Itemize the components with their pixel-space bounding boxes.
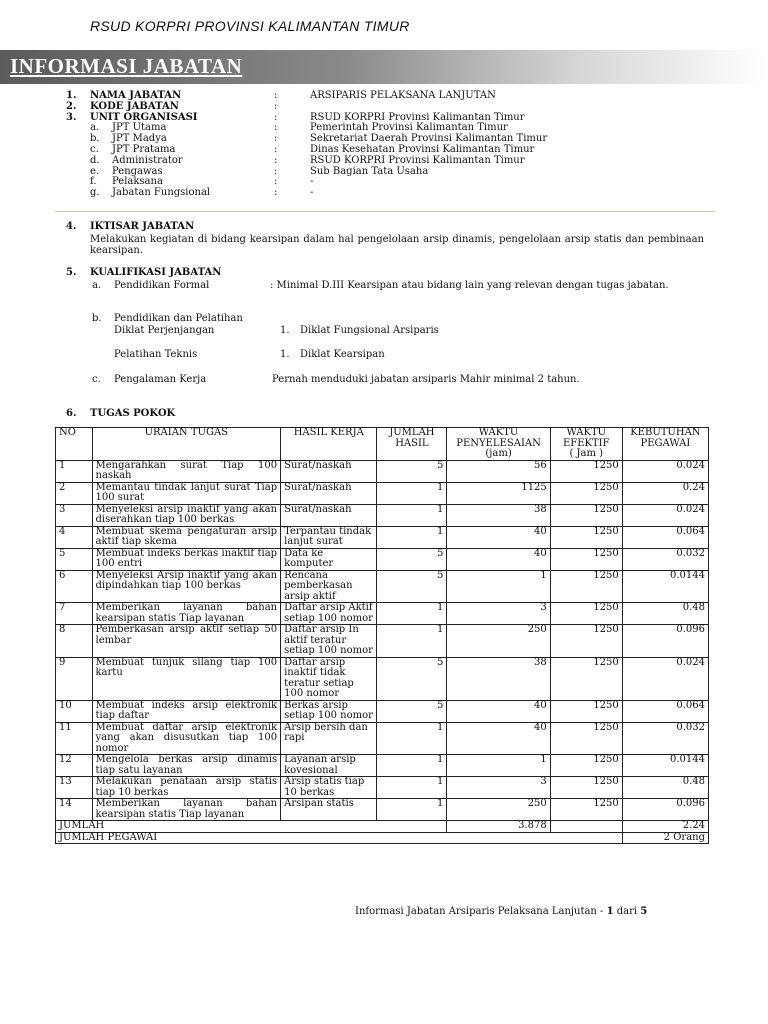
table-row xyxy=(56,603,709,625)
cell-efektif: 1250 xyxy=(550,777,622,799)
cell-efektif: 1250 xyxy=(550,722,622,755)
diklat-label: Pendidikan dan Pelatihan xyxy=(114,313,243,324)
cell-jumlah: 1 xyxy=(377,755,447,777)
iktisar-text: Melakukan kegiatan di bidang kearsipan dalam hal pengelolaan arsip dinamis, pengelolaan arsip statis dan pembinaan kearsipan. xyxy=(90,234,704,256)
kualifikasi-heading: KUALIFIKASI JABATAN xyxy=(90,267,222,278)
cell-kebutuhan: 0.0144 xyxy=(622,570,708,603)
colon: : xyxy=(274,111,278,123)
cell-hasil: Rencana pemberkasan arsip aktif xyxy=(281,570,377,603)
col-waktu xyxy=(447,428,550,461)
col-waktu-label: WAKTU PENYELESAIAN xyxy=(456,427,541,449)
item-number: 2. xyxy=(66,100,77,112)
cell-waktu: 1 xyxy=(447,755,550,777)
total-waktu: 3.878 xyxy=(447,821,550,833)
table-row xyxy=(56,657,709,700)
total-row xyxy=(56,821,709,833)
colon: : xyxy=(274,133,278,145)
colon: : xyxy=(274,100,278,112)
pengalaman-letter: c. xyxy=(92,374,101,385)
table-row xyxy=(56,570,709,603)
cell-jumlah: 5 xyxy=(377,570,447,603)
cell-waktu: 38 xyxy=(447,657,550,700)
cell-no: 2 xyxy=(56,482,93,504)
diklat-perjenjangan-label: Diklat Perjenjangan xyxy=(114,325,215,336)
kode-jabatan-label: KODE JABATAN xyxy=(90,100,179,112)
cell-efektif: 1250 xyxy=(550,799,622,821)
cell-efektif: 1250 xyxy=(550,603,622,625)
cell-kebutuhan: 0.032 xyxy=(622,722,708,755)
section-number: 5. xyxy=(66,267,77,278)
cell-waktu: 3 xyxy=(447,603,550,625)
sub-letter: g. xyxy=(90,187,100,199)
colon: : xyxy=(274,143,278,155)
cell-kebutuhan: 0.096 xyxy=(622,625,708,658)
pegawai-row xyxy=(56,832,709,844)
sub-label: Administrator xyxy=(112,154,183,166)
section-divider xyxy=(55,211,715,212)
diklat-perjenjangan-value: Diklat Fungsional Arsiparis xyxy=(300,325,439,336)
pelatihan-teknis-label: Pelatihan Teknis xyxy=(114,349,198,360)
item-number: 1. xyxy=(66,90,77,101)
cell-uraian: Memberikan layanan bahan kearsipan statis Tiap layanan xyxy=(92,603,281,625)
cell-uraian: Membuat skema pengaturan arsip aktif tiap skema xyxy=(92,526,281,548)
cell-uraian: Mengarahkan surat Tiap 100 naskah xyxy=(92,460,281,482)
cell-jumlah: 5 xyxy=(377,548,447,570)
footer-total: 5 xyxy=(640,906,648,917)
cell-jumlah: 1 xyxy=(377,625,447,658)
item-number: 3. xyxy=(66,111,77,123)
cell-hasil: Daftar arsip inaktif tidak teratur setiap 100 nomor xyxy=(281,657,377,700)
cell-uraian: Membuat tunjuk silang tiap 100 kartu xyxy=(92,657,281,700)
iktisar-heading: IKTISAR JABATAN xyxy=(90,221,195,232)
sub-letter: b. xyxy=(90,133,100,145)
cell-no: 13 xyxy=(56,777,93,799)
cell-no: 14 xyxy=(56,799,93,821)
cell-uraian: Memberikan layanan bahan kearsipan statis Tiap layanan xyxy=(92,799,281,821)
colon: : xyxy=(274,176,278,188)
cell-hasil: Arsip bersih dan rapi xyxy=(281,722,377,755)
total-empty xyxy=(550,821,622,833)
cell-hasil: Surat/naskah xyxy=(281,504,377,526)
cell-hasil: Daftar arsip Aktif setiap 100 nomor xyxy=(281,603,377,625)
table-row xyxy=(56,482,709,504)
col-kebutuhan: KEBUTUHAN PEGAWAI xyxy=(622,428,708,461)
cell-hasil: Berkas arsip setiap 100 nomor xyxy=(281,700,377,722)
cell-jumlah: 1 xyxy=(377,603,447,625)
sub-value: Pemerintah Provinsi Kalimantan Timur xyxy=(310,122,508,134)
table-row xyxy=(56,722,709,755)
cell-efektif: 1250 xyxy=(550,460,622,482)
pengalaman-value: Pernah menduduki jabatan arsiparis Mahir minimal 2 tahun. xyxy=(272,374,580,385)
cell-no: 4 xyxy=(56,526,93,548)
tugas-heading: TUGAS POKOK xyxy=(90,408,176,419)
tugas-pokok-table xyxy=(55,427,709,844)
cell-kebutuhan: 0.0144 xyxy=(622,755,708,777)
footer-page: 1 xyxy=(606,906,614,917)
table-row xyxy=(56,504,709,526)
sub-value: RSUD KORPRI Provinsi Kalimantan Timur xyxy=(310,154,525,166)
cell-efektif: 1250 xyxy=(550,570,622,603)
cell-uraian: Memantau tindak lanjut surat Tiap 100 surat xyxy=(92,482,281,504)
sub-letter: c. xyxy=(90,143,99,155)
sub-letter: e. xyxy=(90,165,100,177)
cell-waktu: 40 xyxy=(447,526,550,548)
cell-efektif: 1250 xyxy=(550,657,622,700)
sub-value: Sub Bagian Tata Usaha xyxy=(310,165,429,177)
cell-jumlah: 1 xyxy=(377,722,447,755)
cell-hasil: Arsipan statis xyxy=(281,799,377,821)
col-efektif-unit: ( Jam ) xyxy=(569,448,604,459)
cell-hasil: Arsip statis tiap 10 berkas xyxy=(281,777,377,799)
sub-label: JPT Madya xyxy=(112,133,167,145)
cell-no: 8 xyxy=(56,625,93,658)
cell-waktu: 3 xyxy=(447,777,550,799)
cell-hasil: Terpantau tindak lanjut surat xyxy=(281,526,377,548)
cell-no: 9 xyxy=(56,657,93,700)
cell-kebutuhan: 0.24 xyxy=(622,482,708,504)
cell-kebutuhan: 0.024 xyxy=(622,657,708,700)
cell-efektif: 1250 xyxy=(550,482,622,504)
cell-uraian: Melakukan penataan arsip statis tiap 10 berkas xyxy=(92,777,281,799)
col-hasil: HASIL KERJA xyxy=(281,428,377,461)
table-row xyxy=(56,777,709,799)
cell-efektif: 1250 xyxy=(550,625,622,658)
cell-no: 1 xyxy=(56,460,93,482)
cell-efektif: 1250 xyxy=(550,755,622,777)
page-footer xyxy=(355,906,647,917)
col-waktu-unit: (jam) xyxy=(485,448,512,459)
cell-jumlah: 5 xyxy=(377,657,447,700)
pegawai-value: 2 Orang xyxy=(622,832,708,844)
pendidikan-formal-value: : Minimal D.III Kearsipan atau bidang lain yang relevan dengan tugas jabatan. xyxy=(270,280,669,291)
colon: : xyxy=(274,90,278,101)
table-header-row xyxy=(56,428,709,461)
sub-label: JPT Pratama xyxy=(112,143,176,155)
cell-uraian: Membuat daftar arsip elektronik yang akan disusutkan tiap 100 nomor xyxy=(92,722,281,755)
footer-dari: dari xyxy=(613,906,641,917)
cell-waktu: 250 xyxy=(447,799,550,821)
cell-no: 6 xyxy=(56,570,93,603)
cell-no: 7 xyxy=(56,603,93,625)
nama-jabatan-label: NAMA JABATAN xyxy=(90,90,182,101)
cell-uraian: Menyeleksi arsip inaktif yang akan diserahkan tiap 100 berkas xyxy=(92,504,281,526)
pegawai-label: JUMLAH PEGAWAI xyxy=(56,832,623,844)
section-number: 4. xyxy=(66,221,77,232)
total-label: JUMLAH xyxy=(56,821,447,833)
sub-letter: a. xyxy=(90,122,100,134)
cell-waktu: 40 xyxy=(447,548,550,570)
cell-hasil: Layanan arsip kovesional xyxy=(281,755,377,777)
sub-value: - xyxy=(310,187,314,199)
cell-jumlah: 5 xyxy=(377,700,447,722)
col-no: NO xyxy=(56,428,93,461)
cell-kebutuhan: 0.024 xyxy=(622,504,708,526)
pelatihan-teknis-num: 1. xyxy=(280,349,290,360)
cell-efektif: 1250 xyxy=(550,526,622,548)
pendidikan-formal-label: Pendidikan Formal xyxy=(114,280,210,291)
cell-waktu: 250 xyxy=(447,625,550,658)
cell-no: 10 xyxy=(56,700,93,722)
sub-label: Pelaksana xyxy=(112,176,163,188)
cell-hasil: Surat/naskah xyxy=(281,460,377,482)
col-efektif xyxy=(550,428,622,461)
sub-value: Dinas Kesehatan Provinsi Kalimantan Timur xyxy=(310,143,535,155)
cell-waktu: 56 xyxy=(447,460,550,482)
cell-waktu: 1125 xyxy=(447,482,550,504)
sub-letter: f. xyxy=(90,176,97,188)
table-row xyxy=(56,799,709,821)
colon: : xyxy=(274,154,278,166)
total-kebutuhan: 2.24 xyxy=(622,821,708,833)
cell-kebutuhan: 0.096 xyxy=(622,799,708,821)
cell-waktu: 40 xyxy=(447,722,550,755)
nama-jabatan-value: ARSIPARIS PELAKSANA LANJUTAN xyxy=(310,90,496,101)
cell-waktu: 40 xyxy=(447,700,550,722)
cell-no: 3 xyxy=(56,504,93,526)
cell-efektif: 1250 xyxy=(550,548,622,570)
table-row xyxy=(56,526,709,548)
sub-value: - xyxy=(310,176,314,188)
cell-jumlah: 1 xyxy=(377,526,447,548)
col-jumlah: JUMLAH HASIL xyxy=(377,428,447,461)
cell-kebutuhan: 0.48 xyxy=(622,603,708,625)
pendidikan-formal-letter: a. xyxy=(92,280,102,291)
cell-no: 11 xyxy=(56,722,93,755)
col-efektif-label: WAKTU EFEKTIF xyxy=(562,427,610,449)
sub-value: Sekretariat Daerah Provinsi Kalimantan Timur xyxy=(310,133,548,145)
colon: : xyxy=(274,122,278,134)
cell-kebutuhan: 0.064 xyxy=(622,700,708,722)
sub-letter: d. xyxy=(90,154,100,166)
cell-uraian: Membuat indeks berkas inaktif tiap 100 entri xyxy=(92,548,281,570)
table-row xyxy=(56,755,709,777)
table-row xyxy=(56,700,709,722)
cell-uraian: Mengelola berkas arsip dinamis tiap satu layanan xyxy=(92,755,281,777)
table-row xyxy=(56,548,709,570)
section-number: 6. xyxy=(66,408,77,419)
banner-title: INFORMASI JABATAN xyxy=(10,54,243,78)
diklat-letter: b. xyxy=(92,313,102,324)
unit-organisasi-label: UNIT ORGANISASI xyxy=(90,111,198,123)
colon: : xyxy=(274,165,278,177)
sub-label: Jabatan Fungsional xyxy=(112,187,211,199)
pelatihan-teknis-value: Diklat Kearsipan xyxy=(300,349,385,360)
cell-efektif: 1250 xyxy=(550,700,622,722)
institution-header: RSUD KORPRI PROVINSI KALIMANTAN TIMUR xyxy=(90,18,410,34)
table-row xyxy=(56,460,709,482)
cell-uraian: Pemberkasan arsip aktif setiap 50 lembar xyxy=(92,625,281,658)
footer-text: Informasi Jabatan Arsiparis Pelaksana Lanjutan - xyxy=(355,906,607,917)
cell-jumlah: 1 xyxy=(377,504,447,526)
cell-jumlah: 5 xyxy=(377,460,447,482)
cell-waktu: 38 xyxy=(447,504,550,526)
title-banner xyxy=(0,50,768,84)
cell-kebutuhan: 0.48 xyxy=(622,777,708,799)
cell-no: 12 xyxy=(56,755,93,777)
cell-kebutuhan: 0.032 xyxy=(622,548,708,570)
cell-jumlah: 1 xyxy=(377,482,447,504)
pengalaman-label: Pengalaman Kerja xyxy=(114,374,207,385)
cell-kebutuhan: 0.024 xyxy=(622,460,708,482)
cell-waktu: 1 xyxy=(447,570,550,603)
cell-hasil: Surat/naskah xyxy=(281,482,377,504)
cell-efektif: 1250 xyxy=(550,504,622,526)
colon: : xyxy=(274,187,278,199)
table-row xyxy=(56,625,709,658)
cell-jumlah: 1 xyxy=(377,777,447,799)
cell-jumlah: 1 xyxy=(377,799,447,821)
cell-hasil: Data ke komputer xyxy=(281,548,377,570)
cell-hasil: Daftar arsip In aktif teratur setiap 100 nomor xyxy=(281,625,377,658)
sub-label: JPT Utama xyxy=(112,122,167,134)
cell-kebutuhan: 0.064 xyxy=(622,526,708,548)
unit-organisasi-value: RSUD KORPRI Provinsi Kalimantan Timur xyxy=(310,111,525,123)
cell-uraian: Membuat indeks arsip elektronik tiap daftar xyxy=(92,700,281,722)
cell-no: 5 xyxy=(56,548,93,570)
cell-uraian: Menyeleksi Arsip inaktif yang akan dipindahkan tiap 100 berkas xyxy=(92,570,281,603)
sub-label: Pengawas xyxy=(112,165,163,177)
col-uraian: URAIAN TUGAS xyxy=(92,428,281,461)
diklat-perjenjangan-num: 1. xyxy=(280,325,290,336)
